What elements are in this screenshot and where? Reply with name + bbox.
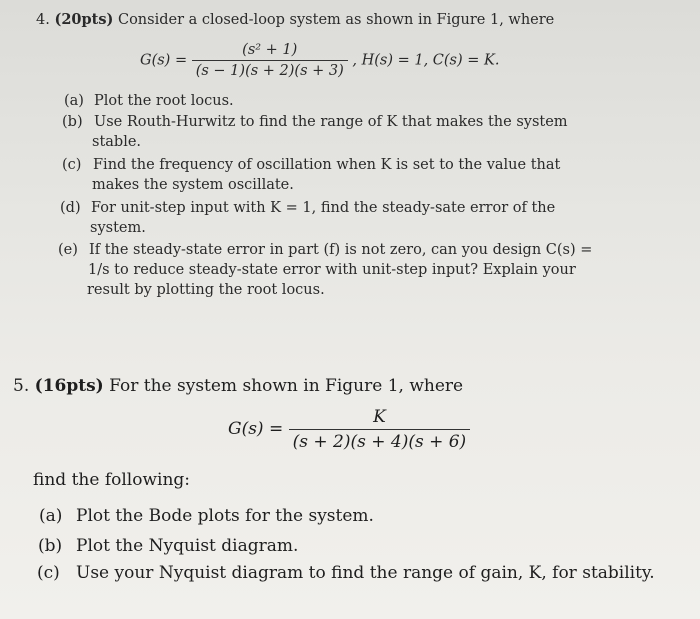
q5-part-a-text: Plot the Bode plots for the system.: [76, 506, 374, 526]
q4-part-b-label: (b): [62, 114, 83, 130]
q5-part-b-label: (b): [38, 536, 63, 556]
q4-part-a-line1: Plot the root locus.: [94, 93, 234, 109]
q4-header: [36, 11, 554, 28]
q4-number: 4.: [36, 12, 50, 28]
q5-g-denominator: (s + 2)(s + 4)(s + 6): [289, 429, 471, 452]
q5-number: 5.: [13, 376, 30, 396]
q4-part-e-line2: 1/s to reduce steady-state error with unit-step input? Explain your: [88, 262, 576, 278]
q4-part-c-line2: makes the system oscillate.: [92, 177, 294, 193]
q4-g-label: G(s) =: [140, 52, 188, 69]
q4-part-e-line3: result by plotting the root locus.: [87, 282, 325, 298]
q4-part-d-label: (d): [60, 200, 81, 216]
q5-part-a-label: (a): [39, 506, 63, 526]
q5-points: (16pts): [34, 376, 104, 396]
q5-equation: [228, 407, 470, 452]
q5-find: find the following:: [33, 470, 191, 490]
q4-equation: [140, 42, 499, 79]
q4-part-d-line1: For unit-step input with K = 1, find the steady-sate error of the: [91, 200, 556, 216]
q4-part-a-label: (a): [64, 93, 84, 109]
q4-part-c-line1: Find the frequency of oscillation when K is set to the value that: [93, 157, 561, 173]
q4-rest: , H(s) = 1, C(s) = K.: [352, 52, 500, 69]
q4-g-numerator: (s² + 1): [242, 42, 298, 58]
q4-intro: Consider a closed-loop system as shown in Figure 1, where: [117, 12, 555, 28]
q4-part-e-line1: If the steady-state error in part (f) is not zero, can you design C(s) =: [89, 242, 593, 258]
q4-part-d-line2: system.: [90, 220, 146, 236]
q4-part-e-label: (e): [58, 242, 78, 258]
q5-part-b-text: Plot the Nyquist diagram.: [76, 536, 299, 556]
q4-points: (20pts): [54, 11, 114, 28]
q5-g-label: G(s) =: [228, 419, 284, 439]
q4-part-b-line1: Use Routh-Hurwitz to find the range of K that makes the system: [94, 114, 568, 130]
q5-header: [13, 376, 463, 396]
q5-intro: For the system shown in Figure 1, where: [109, 376, 464, 396]
q4-part-c-label: (c): [62, 157, 82, 173]
q5-part-c-label: (c): [37, 563, 60, 583]
q5-g-fraction: [289, 407, 471, 452]
q5-part-c-text: Use your Nyquist diagram to find the range of gain, K, for stability.: [76, 563, 655, 583]
q4-part-b-line2: stable.: [92, 134, 142, 150]
q4-g-denominator: (s − 1)(s + 2)(s + 3): [192, 60, 348, 79]
q4-g-fraction: [192, 42, 348, 79]
q5-g-numerator: K: [373, 407, 386, 427]
